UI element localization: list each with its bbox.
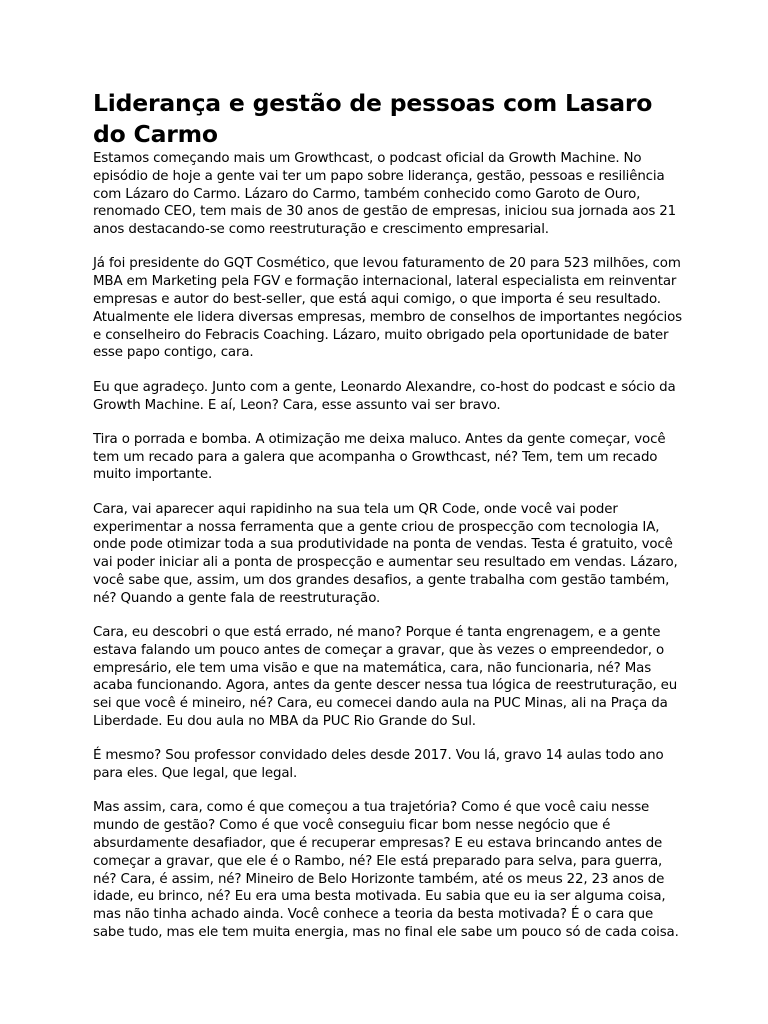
paragraph-6: Cara, eu descobri o que está errado, né mano? Porque é tanta engrenagem, e a gente estava falando um pouco antes de começar a gravar, que às vezes o empreendedor, o empresário, ele tem uma visão e que na matemática, cara, não funcionaria, né? Mas acaba funcionando. Agora, antes da gente descer nessa tua lógica de reestruturação, eu sei que você é mineiro, né? Cara, eu comecei dando aula na PUC Minas, ali na Praça da Liberdade. Eu dou aula no MBA da PUC Rio Grande do Sul. xyxy=(93,625,678,730)
document-page xyxy=(93,88,683,958)
paragraph-3: Eu que agradeço. Junto com a gente, Leonardo Alexandre, co-host do podcast e sócio da Growth Machine. E aí, Leon? Cara, esse assunto vai ser bravo. xyxy=(93,379,676,413)
paragraph-1: Estamos começando mais um Growthcast, o podcast oficial da Growth Machine. No episódio de hoje a gente vai ter um papo sobre liderança, gestão, pessoas e resiliência com Lázaro do Carmo. Lázaro do Carmo, também conhecido como Garoto de Ouro, renomado CEO, tem mais de 30 anos de gestão de empresas, iniciou sua jornada aos 21 anos destacando-se como reestruturação e crescimento empresarial. xyxy=(93,151,677,238)
paragraph-8: Mas assim, cara, como é que começou a tua trajetória? Como é que você caiu nesse mundo de gestão? Como é que você conseguiu ficar bom nesse negócio que é absurdamente desafiador, que é recuperar empresas? E eu estava brincando antes de começar a gravar, que ele é o Rambo, né? Ele está preparado para selva, para guerra, né? Cara, é assim, né? Mineiro de Belo Horizonte também, até os meus 22, 23 anos de idade, eu brinco, né? Eu era uma besta motivada. Eu sabia que eu ia ser alguma coisa, mas não tinha achado ainda. Você conhece a teoria da besta motivada? É o cara que sabe tudo, mas ele tem muita energia, mas no final ele sabe um pouco só de cada coisa. xyxy=(93,800,679,940)
paragraph-5: Cara, vai aparecer aqui rapidinho na sua tela um QR Code, onde você vai poder experimentar a nossa ferramenta que a gente criou de prospecção com tecnologia IA, onde pode otimizar toda a sua produtividade na ponta de vendas. Testa é gratuito, você vai poder iniciar ali a ponta de prospecção e aumentar seu resultado em vendas. Lázaro, você sabe que, assim, um dos grandes desafios, a gente trabalha com gestão também, né? Quando a gente fala de reestruturação. xyxy=(93,501,678,606)
paragraph-7: É mesmo? Sou professor convidado deles desde 2017. Vou lá, gravo 14 aulas todo ano para eles. Que legal, que legal. xyxy=(93,748,664,782)
paragraph-4: Tira o porrada e bomba. A otimização me deixa maluco. Antes da gente começar, você tem um recado para a galera que acompanha o Growthcast, né? Tem, tem um recado muito importante. xyxy=(93,431,666,483)
document-title: Liderança e gestão de pessoas com Lasaro do Carmo xyxy=(93,89,653,148)
paragraph-2: Já foi presidente do GQT Cosmético, que levou faturamento de 20 para 523 milhões, com MBA em Marketing pela FGV e formação internacional, lateral especialista em reinventar empresas e autor do best-seller, que está aqui comigo, o que importa é seu resultado. Atualmente ele lidera diversas empresas, membro de conselhos de importantes negócios e conselheiro do Febracis Coaching. Lázaro, muito obrigado pela oportunidade de bater esse papo contigo, cara. xyxy=(93,256,682,361)
